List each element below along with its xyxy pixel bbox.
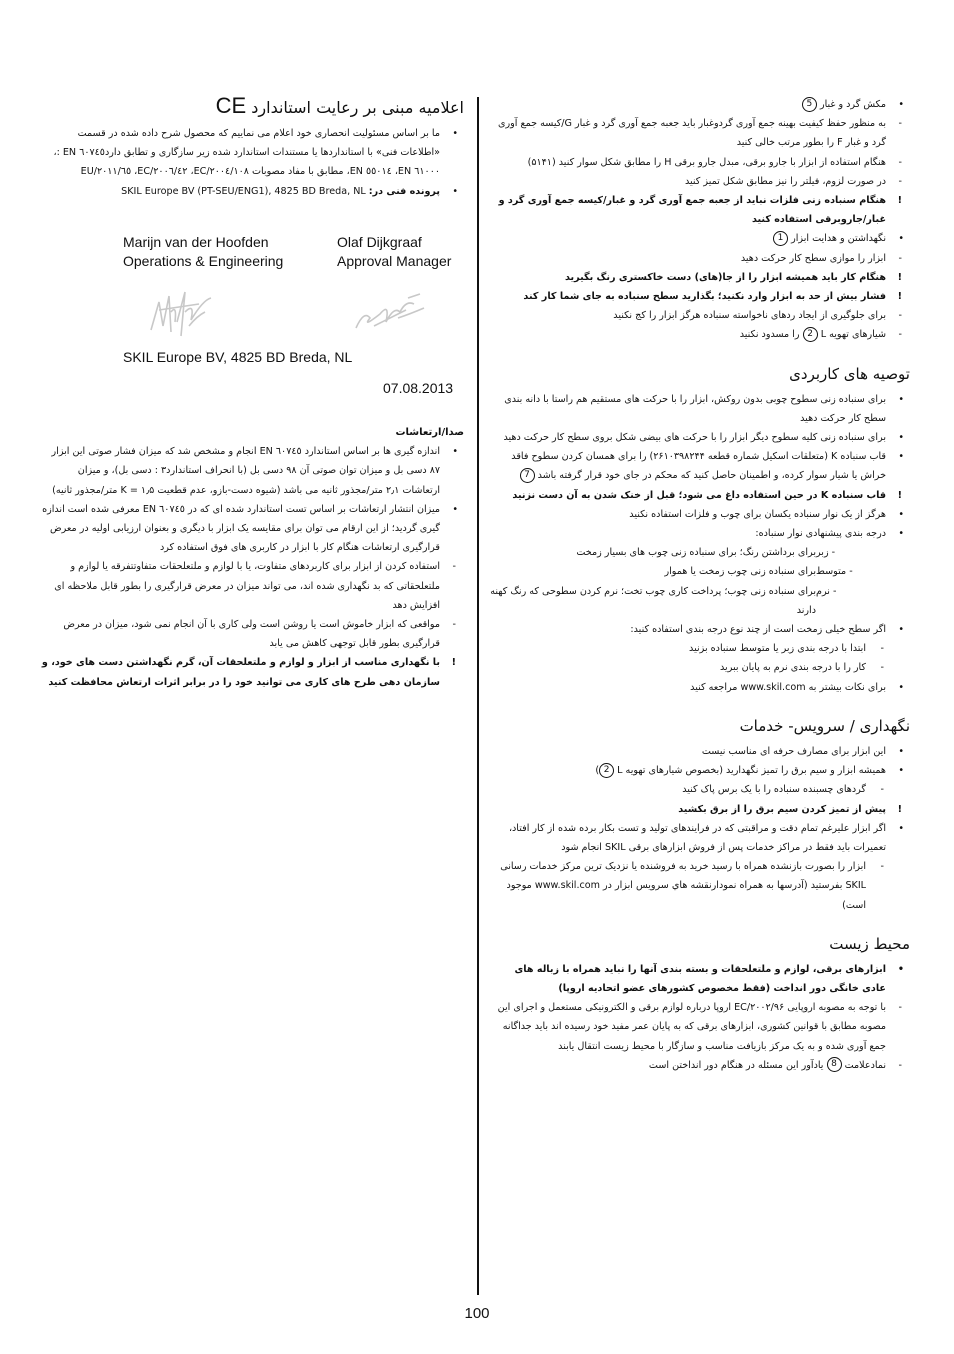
technical-file-label: پرونده فنی در: <box>368 185 440 197</box>
declaration-title-text: اعلامیه مبنی بر رعایت استاندارد <box>251 98 464 117</box>
signatory-role: Operations & Engineering <box>123 253 284 269</box>
noise-section <box>40 423 464 692</box>
maintenance-brush: - گردهای چسبنده سنباده را با یک برس پاک کنید <box>488 780 910 799</box>
left-column <box>40 95 464 201</box>
signatory-name: Marijn van der Hoofden <box>123 234 269 250</box>
holding-label: نگهداشتن و هدایت ابزار <box>791 233 886 245</box>
figure-ref-5: 5 <box>802 97 817 112</box>
grade-label: نرم - <box>816 585 837 597</box>
tips-hot-warning: ! قاب سنباده K در حین استفاده داغ می شود؛ قبل از خنک شدن به آن دست نزنید <box>488 486 910 505</box>
tips-item-3 <box>488 447 910 485</box>
maintenance-item-3: • اگر ابزار علیرغم تمام دقت و مراقبتی که در فرایندهای تولید و تست بکار برده شده از کار افتاد، تعمیرات باید فقط در مراکز خدمات پس از فروش ابزارهای برقی SKIL انجام شود <box>488 819 910 857</box>
figure-ref-8: 8 <box>827 1057 842 1072</box>
page-number: 100 <box>464 1305 490 1322</box>
signature-1-image <box>145 282 225 342</box>
holding-item <box>488 229 910 248</box>
tips-item-5: • درجه بندی پیشنهادی نوار سنباده: <box>488 524 910 543</box>
holding-vents <box>488 325 910 344</box>
holding-no-tilt: - برای جلوگیری از ایجاد ردهای ناخواسته سنباده هرگز ابزار را کج نکنید <box>488 306 910 325</box>
ce-mark: CE <box>215 93 247 118</box>
grade-text: برای برداشتن رنگ؛ برای سنباده زنی چوب های بسیار زمخت <box>576 547 816 559</box>
column-divider <box>477 97 479 1295</box>
environment-symbol-text-end: یادآور این مسئله در هنگام دور انداختن است <box>648 1059 824 1071</box>
holding-parallel: - ابزار را موازی سطح کار حرکت دهید <box>488 249 910 268</box>
signature-2-image <box>350 288 430 336</box>
grade-text: برای سنباده زنی چوب زمخت یا هموار <box>664 566 816 578</box>
noise-item-2: • میزان انتشار ارتعاشات بر اساس تست استاندارد شده ای که در ٦٠٧٤٥ EN معرفی شده است اندازه گیری گردید؛ از این ارقام می توان برای مقایسه یک ابزار با دیگری و بعنوان ارزیابی اولیه در معرض قرارگیری ارتعاشات هنگام کار با ابزار در کاربری های فوق استفاده کرد <box>40 500 464 558</box>
environment-title: محیط زیست <box>829 934 910 953</box>
noise-dash-1: - استفاده کردن از ابزار برای کاربردهای متفاوت، یا با لوازم و ملتعلحقات متفاوتتفرقه یا لوازم و ملتعلحقاتی که بد نگهداری شده اند، می تواند میزان در معرض قرارگیری را بطور قابل ملاحظه ای افزایش دهد <box>40 557 464 615</box>
signatory-role: Approval Manager <box>337 253 452 269</box>
noise-protect-warning: ! با نگهداری مناسب از ابزار و لوازم و ملتعلحقات آن، گرم نگهداشتن دست های خود، و سازمان دهی طرح های کاری می توانید خود را در برابر اثرات ارتعاش محافظت کنید <box>40 653 464 691</box>
dust-metal-warning: ! هنگام سنباده زنی فلزات نباید از جعبه جمع آوری گرد و غبار/کیسه جمع آوری گرد و غبار/جاروبرقی استفاده کنید <box>488 191 910 229</box>
maintenance-item-1: • این ابزار برای مصارف حرفه ای مناسب نیست <box>488 742 910 761</box>
signatory-1 <box>123 233 283 271</box>
grade-label: متوسط - <box>816 566 853 578</box>
signatory-2 <box>337 233 451 271</box>
declaration-item-2 <box>40 182 464 201</box>
maintenance-title: نگهداری / سرویس- خدمات <box>739 716 910 735</box>
vents-text-end: را مسدود نکنید <box>739 329 800 341</box>
grade-text: برای سنباده زنی چوب؛ پرداخت کاری چوب تخت؛ نرم کردن سطوحی که رنگ کهنه دارند <box>490 585 816 616</box>
grade-fine <box>488 582 910 620</box>
grade-label: زبر - <box>816 547 836 559</box>
environment-directive: - با توجه به مصوبه اروپایی ۲۰۰۲/۹۶/EC اروپا درباره لوازم برقی و الکترونیکی مستعمل و اجرای این مصوبه مطابق با قوانین کشوری، ابزارهای برقی که به پایان عمر مفید خود رسیده اند باید جداگانه جمع آوری شده و به یک مرکز بازیافت مناسب و سازگار با محیط زیست انتقال یابند <box>488 998 910 1056</box>
maintenance-unplug-warning: ! پیش از تمیز کردن سیم برق را از برق بکشید <box>488 800 910 819</box>
grade-coarse <box>488 543 910 562</box>
noise-dash-2: - مواقعی که ابزار خاموش است یا روشن است ولی کاری با آن انجام نمی شود، میزان در معرض قرارگیری بطور قابل توجهی کاهش می یابد <box>40 615 464 653</box>
figure-ref-2: 2 <box>803 327 818 342</box>
environment-symbol-text-start: نمادعلامت <box>844 1059 886 1071</box>
maintenance-send: - ابزار را بصورت بازنشده همراه با رسید خرید به فروشنده یا نزدیک ترین مرکز خدمات رسانی SKIL بفرستید (آدرسها به همراه نمودارنقشه هاي سرويس ابزار در www.skil.com موجود است) <box>488 857 910 915</box>
vents-text-start: شیارهای تهویه L <box>820 329 886 341</box>
dust-extraction-label: مکش گرد و غبار <box>819 99 886 110</box>
tips-item-4: • هرگز از یک نوار سنباده یکسان برای چوب و فلزات استفاده نکنید <box>488 505 910 524</box>
maintenance-item-2 <box>488 761 910 780</box>
tips-item-6-sub-2: - کار را با درجه بندی نرم به پایان ببرید <box>488 658 910 677</box>
right-column <box>488 95 910 1075</box>
declaration-item-1: • ما بر اساس مسئولیت انحصاری خود اعلام می نماییم که محصول شرح داده شده در قسمت «اطلاعات فنی» با استانداردها یا مستندات استاندارد شده زیر سازگاری و تطابق دارد٦٠٧٤٥ EN :، ٦١٠٠٠ EN، ٥٥٠١٤ EN، مطابق با مفاد مصوبات ٢٠٠٤/١٠٨/EC، ٢٠٠٦/٤٢/EC، ٢٠١١/٦٥/EU <box>40 124 464 182</box>
maintenance-item-2-text: همیشه ابزار و سیم برق را تمیز نگهدارید (بخصوص شیارهای تهویه L <box>617 765 886 777</box>
environment-item-1: • ابزارهای برقی، لوازم و ملتعلحقات و بسته بندی آنها را نباید همراه با زباله های عادی خانگی دور انداخت (فقط مخصوص کشورهای عضو اتحادیه اروپا) <box>488 960 910 998</box>
dust-filter-clean: - در صورت لزوم، فیلتر را نیز مطابق شکل تمیز کنید <box>488 172 910 191</box>
tips-item-6-sub-1: - ابتدا با درجه بندی زبر یا متوسط سنباده بزنید <box>488 639 910 658</box>
company-address: SKIL Europe BV, 4825 BD Breda, NL <box>123 349 353 365</box>
tips-title: توصیه های کاربردی <box>789 364 910 383</box>
dust-extraction-item <box>488 95 910 114</box>
dust-vacuum-adapter: - هنگام استفاده از ابزار با جارو برقی، مبدل جارو برقی H را مطابق شکل سوار کنید (۵۱۴۱) <box>488 153 910 172</box>
figure-ref-1: 1 <box>773 231 788 246</box>
environment-symbol <box>488 1056 910 1075</box>
dust-empty-box: - به منظور حفظ کیفیت بهینه جمع آوری گردوغبار باید جعبه جمع آوری گرد و غبار G/کیسه جمع آوری گرد و غبار F را بطور مرتب خالی کنید <box>488 114 910 152</box>
figure-ref-7: 7 <box>520 468 535 483</box>
tips-item-6: • اگر سطح خیلی زمخت است از چند نوع درجه بندی استفاده کنید: <box>488 620 910 639</box>
declaration-title <box>40 95 464 119</box>
holding-grip-warning: ! هنگام کار باید همیشه ابزار را از جا(های) دست خاکستری رنگ بگیرید <box>488 268 910 287</box>
noise-item-1: • اندازه گیری ها بر اساس استاندارد ٦٠٧٤٥ EN انجام و مشخص شد که میزان فشار صوتی این ابزار ۸۷ دسی بل و میزان توان صوتی آن ۹۸ دسی بل (با انحراف استاندارد۳ : دسی بل)، و میزان ارتعاشات ۲٫۱ متر/مجذور ثانیه می باشد (شیوه دست-بازو، عدم قطعیت K = ۱٫۵ متر/مجذور ثانیه) <box>40 442 464 500</box>
tips-item-2: • برای سنباده زنی کلیه سطوح دیگر ابزار را با حرکت های بیضی شکل بروی سطح کار حرکت دهید <box>488 428 910 447</box>
figure-ref-2: 2 <box>599 763 614 778</box>
tips-item-1: • برای سنباده زنی سطوح چوبی بدون روکش، ابزار را با حرکت های مستقیم هم راستا با دانه بندی سطح کار حرکت دهید <box>488 390 910 428</box>
noise-title: صدا/ارتعاشات <box>395 427 464 438</box>
tips-item-3-text: قاب سنباده K (متعلقات اسکیل شماره قطعه ۲۶۱۰۳۹۸۲۴۴) را برای همسان کردن سطوح فاقد خراش یا شیار سوار کرده، و اطمینان حاصل کنید که محکم در جای خود قرار گرفته باشد <box>511 451 886 482</box>
signatory-name: Olaf Dijkgraaf <box>337 234 422 250</box>
maintenance-item-2-close: ) <box>595 765 600 777</box>
technical-file-value: SKIL Europe BV (PT-SEU/ENG1), 4825 BD Breda, NL <box>121 185 366 197</box>
holding-pressure-warning: ! فشار بیش از حد به ابزار وارد نکنید؛ بگذارید سطح سنباده به جای شما کار کند <box>488 287 910 306</box>
tips-item-7: • برای نکات بیشتر به www.skil.com مراجعه کنید <box>488 678 910 697</box>
grade-medium <box>488 562 910 581</box>
declaration-date: 07.08.2013 <box>383 380 454 396</box>
